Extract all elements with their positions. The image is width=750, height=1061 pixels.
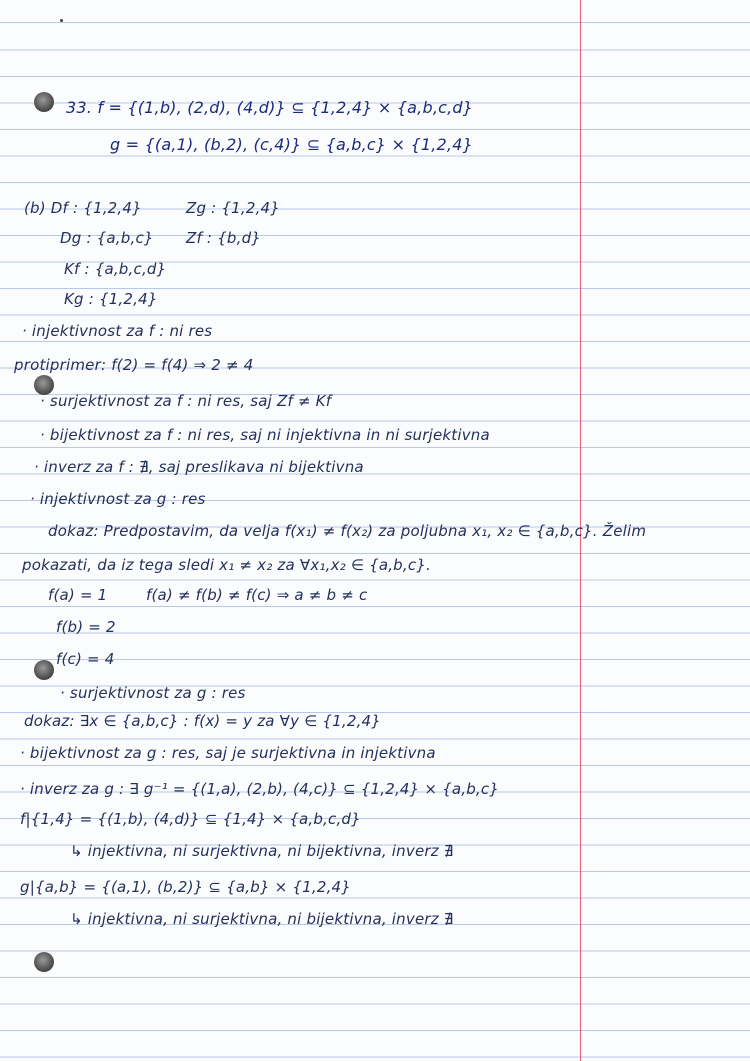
domain-g: Dg : {a,b,c} [60,229,154,247]
codomain-f: Kf : {a,b,c,d} [64,260,167,278]
bijectivity-f: · bijektivnost za f : ni res, saj ni injektivna in ni surjektivna [40,426,490,444]
proof-injectivity-line1: dokaz: Predpostavim, da velja f(x₁) ≠ f(x₂) za poljubna x₁, x₂ ∈ {a,b,c}. Želim [48,522,647,540]
problem-33-f-definition: 33. f = {(1,b), (2,d), (4,d)} ⊆ {1,2,4} × {a,b,c,d} [66,98,474,117]
restriction-f-properties: ↳ injektivna, ni surjektivna, ni bijektivna, inverz ∄ [70,842,454,860]
proof-injectivity-line2: pokazati, da iz tega sledi x₁ ≠ x₂ za ∀x₁,x₂ ∈ {a,b,c}. [22,556,432,574]
restriction-g-properties: ↳ injektivna, ni surjektivna, ni bijektivna, inverz ∄ [70,910,454,928]
binder-hole-icon [34,92,54,112]
problem-33-g-definition: g = {(a,1), (b,2), (c,4)} ⊆ {a,b,c} × {1,2,4} [110,135,473,154]
value-f-a: f(a) = 1 [48,586,108,604]
injectivity-f: · injektivnost za f : ni res [22,322,213,340]
codomain-g: Kg : {1,2,4} [64,290,158,308]
inverse-f: · inverz za f : ∄, saj preslikava ni bijektivna [34,458,364,476]
binder-hole-icon [34,952,54,972]
injectivity-g: · injektivnost za g : res [30,490,206,508]
binder-hole-icon [34,660,54,680]
bijectivity-g: · bijektivnost za g : res, saj je surjektivna in injektivna [20,744,436,762]
counterexample-f: protiprimer: f(2) = f(4) ⇒ 2 ≠ 4 [14,356,254,374]
value-f-b: f(b) = 2 [56,618,116,636]
proof-surjectivity-g: dokaz: ∃x ∈ {a,b,c} : f(x) = y za ∀y ∈ {1,2,4} [24,712,382,730]
restriction-g: g|{a,b} = {(a,1), (b,2)} ⊆ {a,b} × {1,2,4} [20,878,352,896]
surjectivity-g: · surjektivnost za g : res [60,684,246,702]
domain-f: (b) Df : {1,2,4} [24,199,142,217]
value-f-c: f(c) = 4 [56,650,115,668]
image-f: Zf : {b,d} [186,229,262,247]
image-g: Zg : {1,2,4} [186,199,281,217]
restriction-f: f|{1,4} = {(1,b), (4,d)} ⊆ {1,4} × {a,b,c,d} [20,810,361,828]
inverse-g: · inverz za g : ∃ g⁻¹ = {(1,a), (2,b), (4,c)} ⊆ {1,2,4} × {a,b,c} [20,780,500,798]
inequality-chain: f(a) ≠ f(b) ≠ f(c) ⇒ a ≠ b ≠ c [146,586,368,604]
surjectivity-f: · surjektivnost za f : ni res, saj Zf ≠ Kf [40,392,332,410]
ink-dot [60,19,63,22]
